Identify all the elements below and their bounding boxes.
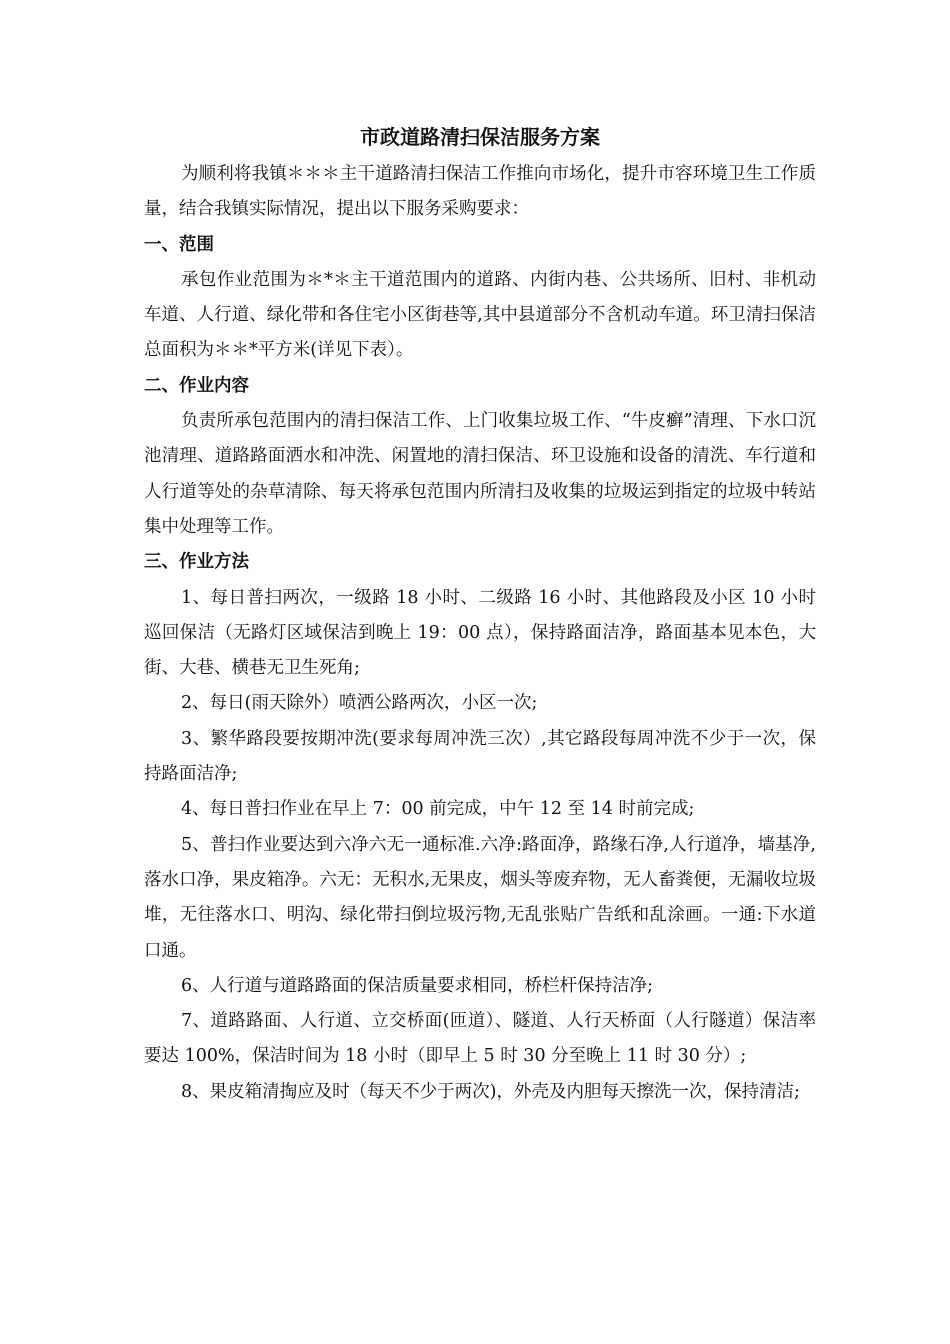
section-heading-work-method: 三、作业方法 [144, 552, 249, 573]
scope-paragraph: 承包作业范围为＊*＊主干道范围内的道路、内街内巷、公共场所、旧村、非机动车道、人行道、绿化带和各住宅小区街巷等,其中县道部分不含机动车道。环卫清扫保洁总面积为＊＊*平方米(详见下表）。 [144, 269, 816, 361]
method-item-8: 8、果皮箱清掏应及时（每天不少于两次)，外壳及内胆每天擦洗一次，保持清洁; [181, 1081, 800, 1102]
method-item-2: 2、每日(雨天除外）喷洒公路两次，小区一次; [181, 693, 538, 714]
section-heading-work-content: 二、作业内容 [144, 375, 249, 396]
work-content-paragraph: 负责所承包范围内的清扫保洁工作、上门收集垃圾工作、“牛皮癣”清理、下水口沉池清理、道路路面洒水和冲洗、闲置地的清扫保洁、环卫设施和设备的清洗、车行道和人行道等处的杂草清除、每天将承包范围内所清扫及收集的垃圾运到指定的垃圾中转站集中处理等工作。 [144, 411, 816, 537]
method-item-7: 7、道路路面、人行道、立交桥面(匝道）、隧道、人行天桥面（人行隧道）保洁率要达 100%，保洁时间为 18 小时（即早上 5 时 30 分至晚上 11 时 30 分）; [144, 1011, 816, 1067]
method-item-6: 6、人行道与道路路面的保洁质量要求相同，桥栏杆保持洁净; [181, 975, 654, 996]
document-title: 市政道路清扫保洁服务方案 [360, 125, 600, 149]
intro-paragraph: 为顺利将我镇＊＊＊主干道路清扫保洁工作推向市场化，提升市容环境卫生工作质量，结合我镇实际情况，提出以下服务采购要求： [144, 164, 816, 220]
document-body [144, 121, 816, 1110]
section-heading-scope: 一、范围 [144, 234, 214, 255]
method-item-4: 4、每日普扫作业在早上 7：00 前完成，中午 12 至 14 时前完成; [181, 799, 695, 820]
method-item-3: 3、繁华路段要按期冲洗(要求每周冲洗三次）,其它路段每周冲洗不少于一次，保持路面洁净; [144, 728, 816, 785]
method-item-5: 5、普扫作业要达到六净六无一通标准.六净:路面净，路缘石净,人行道净，墙基净,落水口净，果皮箱净。六无：无积水,无果皮，烟头等废弃物，无人畜粪便，无漏收垃圾堆，无往落水口、明沟、绿化带扫倒垃圾污物,无乱张贴广告纸和乱涂画。一通:下水道口通。 [144, 834, 816, 961]
method-item-1: 1、每日普扫两次，一级路 18 小时、二级路 16 小时、其他路段及小区 10 小时巡回保洁（无路灯区域保洁到晚上 19：00 点），保持路面洁净，路面基本见本色，大街、大巷、横巷无卫生死角; [144, 587, 816, 679]
